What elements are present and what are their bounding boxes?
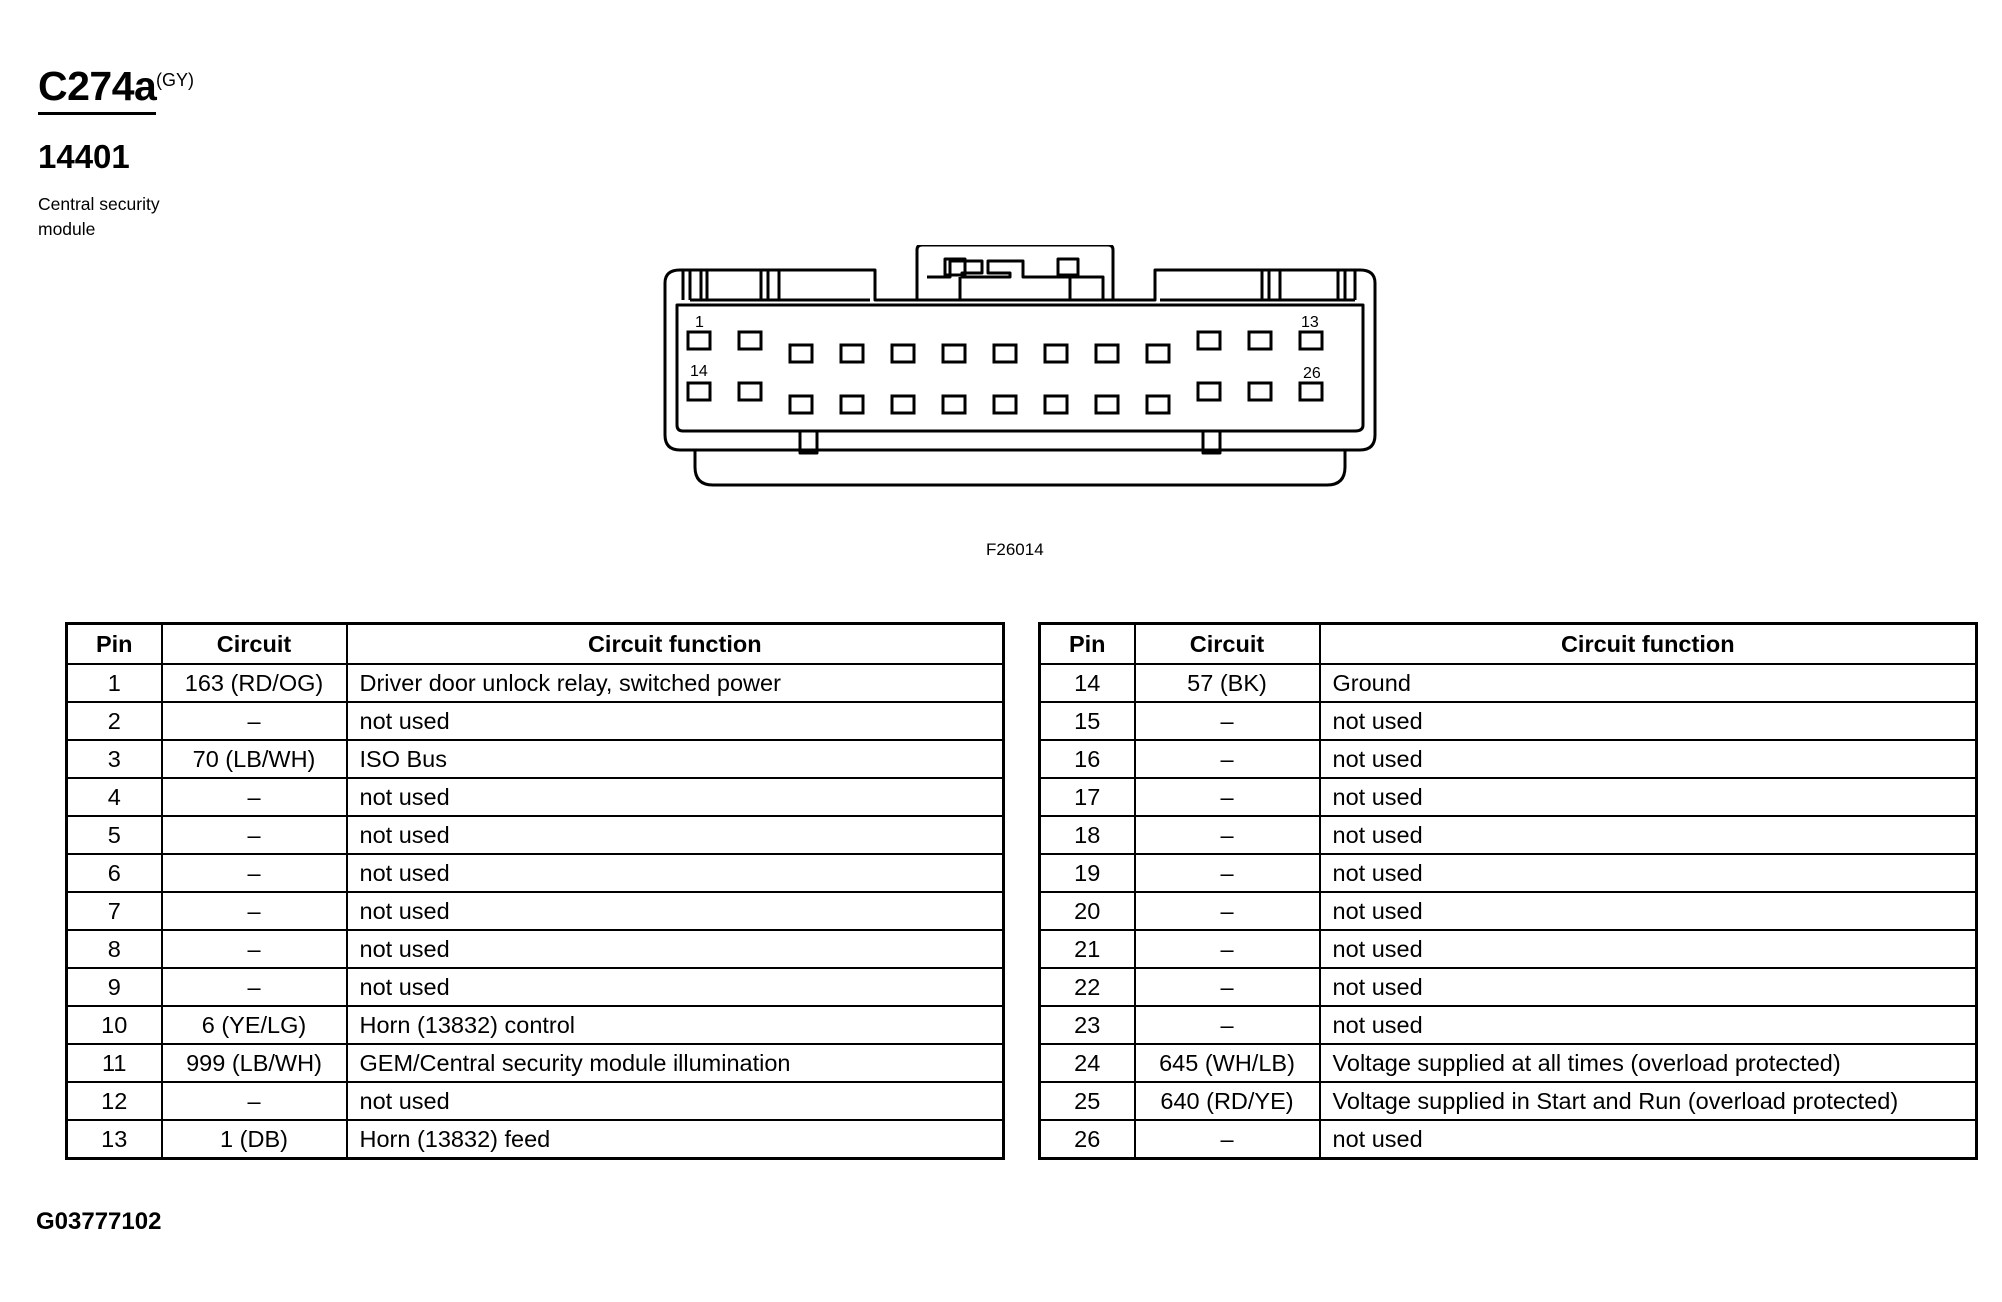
table-row <box>67 1082 1004 1120</box>
pin-number: 6 <box>67 854 162 892</box>
table-row <box>1040 1044 1977 1082</box>
table-row <box>67 702 1004 740</box>
pin-rows-right <box>1040 664 1977 1159</box>
table-row <box>1040 854 1977 892</box>
table-row <box>1040 664 1977 702</box>
pin-number: 3 <box>67 740 162 778</box>
circuit-code: – <box>1135 702 1320 740</box>
part-number: 14401 <box>38 138 130 175</box>
pin-cavity-5 <box>892 345 914 362</box>
circuit-code: 163 (RD/OG) <box>162 664 347 702</box>
pin-number: 22 <box>1040 968 1135 1006</box>
table-row <box>67 664 1004 702</box>
circuit-function: not used <box>1320 1120 1977 1159</box>
circuit-code: 640 (RD/YE) <box>1135 1082 1320 1120</box>
pin-cavity-26 <box>1300 383 1322 400</box>
table-row <box>67 892 1004 930</box>
pin-cavity-9 <box>1096 345 1118 362</box>
table-row <box>1040 778 1977 816</box>
circuit-code: – <box>1135 1006 1320 1044</box>
connector-id: C274a <box>38 62 156 115</box>
circuit-code: – <box>162 854 347 892</box>
table-row <box>1040 740 1977 778</box>
pin-number: 24 <box>1040 1044 1135 1082</box>
circuit-code: 70 (LB/WH) <box>162 740 347 778</box>
pin-number: 5 <box>67 816 162 854</box>
circuit-code: – <box>1135 892 1320 930</box>
pin-cavity-14 <box>688 383 710 400</box>
pin-cavity-17 <box>841 396 863 413</box>
pin-number: 4 <box>67 778 162 816</box>
pin-cavity-13 <box>1300 332 1322 349</box>
table-row <box>1040 1120 1977 1159</box>
circuit-function: not used <box>1320 702 1977 740</box>
pin-cavity-11 <box>1198 332 1220 349</box>
circuit-code: – <box>162 930 347 968</box>
circuit-code: – <box>1135 740 1320 778</box>
table-row <box>67 930 1004 968</box>
pin-cavity-10 <box>1147 345 1169 362</box>
pin-cavity-1 <box>688 332 710 349</box>
rib-left-group <box>683 270 870 300</box>
table-row <box>67 1120 1004 1159</box>
table-row <box>67 816 1004 854</box>
circuit-code: – <box>1135 968 1320 1006</box>
circuit-code: – <box>162 968 347 1006</box>
table-row <box>1040 930 1977 968</box>
pin-cavity-12 <box>1249 332 1271 349</box>
table-row <box>1040 968 1977 1006</box>
pin-cavity-18 <box>892 396 914 413</box>
pin-number: 9 <box>67 968 162 1006</box>
pin-number: 19 <box>1040 854 1135 892</box>
circuit-function: not used <box>1320 892 1977 930</box>
table-row <box>1040 702 1977 740</box>
pin-cavity-6 <box>943 345 965 362</box>
pin-number: 21 <box>1040 930 1135 968</box>
circuit-function: not used <box>1320 1006 1977 1044</box>
table-row <box>67 1006 1004 1044</box>
pin-number: 2 <box>67 702 162 740</box>
pin-cavity-23 <box>1147 396 1169 413</box>
connector-inner-face <box>677 305 1363 431</box>
pin-number: 14 <box>1040 664 1135 702</box>
circuit-function: not used <box>347 968 1004 1006</box>
column-header-pin: Pin <box>67 624 162 665</box>
column-header-circuit: Circuit <box>1135 624 1320 665</box>
pin-table-right <box>1038 622 1978 1160</box>
circuit-code: – <box>162 892 347 930</box>
table-header-row <box>67 624 1004 665</box>
table-row <box>67 968 1004 1006</box>
pin-number: 10 <box>67 1006 162 1044</box>
circuit-function: not used <box>347 1082 1004 1120</box>
graphic-id: G03777102 <box>36 1208 162 1235</box>
circuit-function: not used <box>347 892 1004 930</box>
circuit-code: – <box>1135 778 1320 816</box>
pin-cavity-20 <box>994 396 1016 413</box>
column-header-function: Circuit function <box>1320 624 1977 665</box>
pin-cavity-19 <box>943 396 965 413</box>
pin-cavity-21 <box>1045 396 1067 413</box>
pin-cavity-2 <box>739 332 761 349</box>
circuit-code: 1 (DB) <box>162 1120 347 1159</box>
pin-cavity-4 <box>841 345 863 362</box>
circuit-code: 999 (LB/WH) <box>162 1044 347 1082</box>
color-code: (GY) <box>156 70 194 90</box>
circuit-code: 57 (BK) <box>1135 664 1320 702</box>
table-row <box>1040 1082 1977 1120</box>
column-header-function: Circuit function <box>347 624 1004 665</box>
circuit-code: – <box>1135 930 1320 968</box>
pin-number: 1 <box>67 664 162 702</box>
table-row <box>67 854 1004 892</box>
pin-cavity-22 <box>1096 396 1118 413</box>
pin-number: 26 <box>1040 1120 1135 1159</box>
circuit-function: not used <box>1320 930 1977 968</box>
latch-slot <box>960 277 1070 300</box>
circuit-function: not used <box>1320 740 1977 778</box>
pin-table-left <box>65 622 1005 1160</box>
pin-number: 11 <box>67 1044 162 1082</box>
circuit-code: – <box>1135 854 1320 892</box>
pin-number: 18 <box>1040 816 1135 854</box>
figure-id: F26014 <box>986 540 1044 559</box>
circuit-code: 6 (YE/LG) <box>162 1006 347 1044</box>
pin-label-1: 1 <box>695 314 704 331</box>
circuit-code: – <box>162 1082 347 1120</box>
circuit-code: – <box>1135 1120 1320 1159</box>
pin-label-14: 14 <box>690 363 708 380</box>
circuit-function: GEM/Central security module illumination <box>347 1044 1004 1082</box>
pin-number: 13 <box>67 1120 162 1159</box>
pin-number: 7 <box>67 892 162 930</box>
table-row <box>67 740 1004 778</box>
circuit-function: Driver door unlock relay, switched power <box>347 664 1004 702</box>
table-row <box>1040 1006 1977 1044</box>
circuit-function: not used <box>347 930 1004 968</box>
component-description: Central security module <box>38 194 160 239</box>
circuit-function: Voltage supplied at all times (overload protected) <box>1320 1044 1977 1082</box>
circuit-code: – <box>1135 816 1320 854</box>
circuit-function: not used <box>1320 816 1977 854</box>
latch-window-right <box>1058 259 1078 275</box>
pin-number: 23 <box>1040 1006 1135 1044</box>
column-header-pin: Pin <box>1040 624 1135 665</box>
table-header-row <box>1040 624 1977 665</box>
circuit-function: not used <box>347 778 1004 816</box>
circuit-function: not used <box>1320 778 1977 816</box>
pin-cavity-25 <box>1249 383 1271 400</box>
column-header-circuit: Circuit <box>162 624 347 665</box>
circuit-code: – <box>162 778 347 816</box>
connector-bottom-skirt <box>695 451 1345 485</box>
circuit-function: not used <box>347 816 1004 854</box>
pin-number: 17 <box>1040 778 1135 816</box>
pin-cavity-16 <box>790 396 812 413</box>
pin-number: 25 <box>1040 1082 1135 1120</box>
circuit-function: Horn (13832) control <box>347 1006 1004 1044</box>
pin-rows-left <box>67 664 1004 1159</box>
table-row <box>67 778 1004 816</box>
circuit-function: not used <box>347 854 1004 892</box>
pin-number: 12 <box>67 1082 162 1120</box>
circuit-function: not used <box>1320 854 1977 892</box>
circuit-function: not used <box>1320 968 1977 1006</box>
pin-cavity-8 <box>1045 345 1067 362</box>
connector-face-diagram <box>655 245 1385 495</box>
pin-cavity-7 <box>994 345 1016 362</box>
table-row <box>1040 892 1977 930</box>
circuit-function: Ground <box>1320 664 1977 702</box>
circuit-function: ISO Bus <box>347 740 1004 778</box>
table-row <box>67 1044 1004 1082</box>
circuit-function: Horn (13832) feed <box>347 1120 1004 1159</box>
pin-cavity-3 <box>790 345 812 362</box>
pin-number: 8 <box>67 930 162 968</box>
circuit-function: Voltage supplied in Start and Run (overload protected) <box>1320 1082 1977 1120</box>
pin-label-13: 13 <box>1301 314 1319 331</box>
pin-cavity-15 <box>739 383 761 400</box>
pin-cavity-24 <box>1198 383 1220 400</box>
pin-number: 16 <box>1040 740 1135 778</box>
circuit-function: not used <box>347 702 1004 740</box>
circuit-code: – <box>162 816 347 854</box>
circuit-code: – <box>162 702 347 740</box>
pin-number: 20 <box>1040 892 1135 930</box>
table-row <box>1040 816 1977 854</box>
pin-number: 15 <box>1040 702 1135 740</box>
rib-right-group <box>1160 270 1355 300</box>
pin-label-26: 26 <box>1303 365 1321 382</box>
circuit-code: 645 (WH/LB) <box>1135 1044 1320 1082</box>
